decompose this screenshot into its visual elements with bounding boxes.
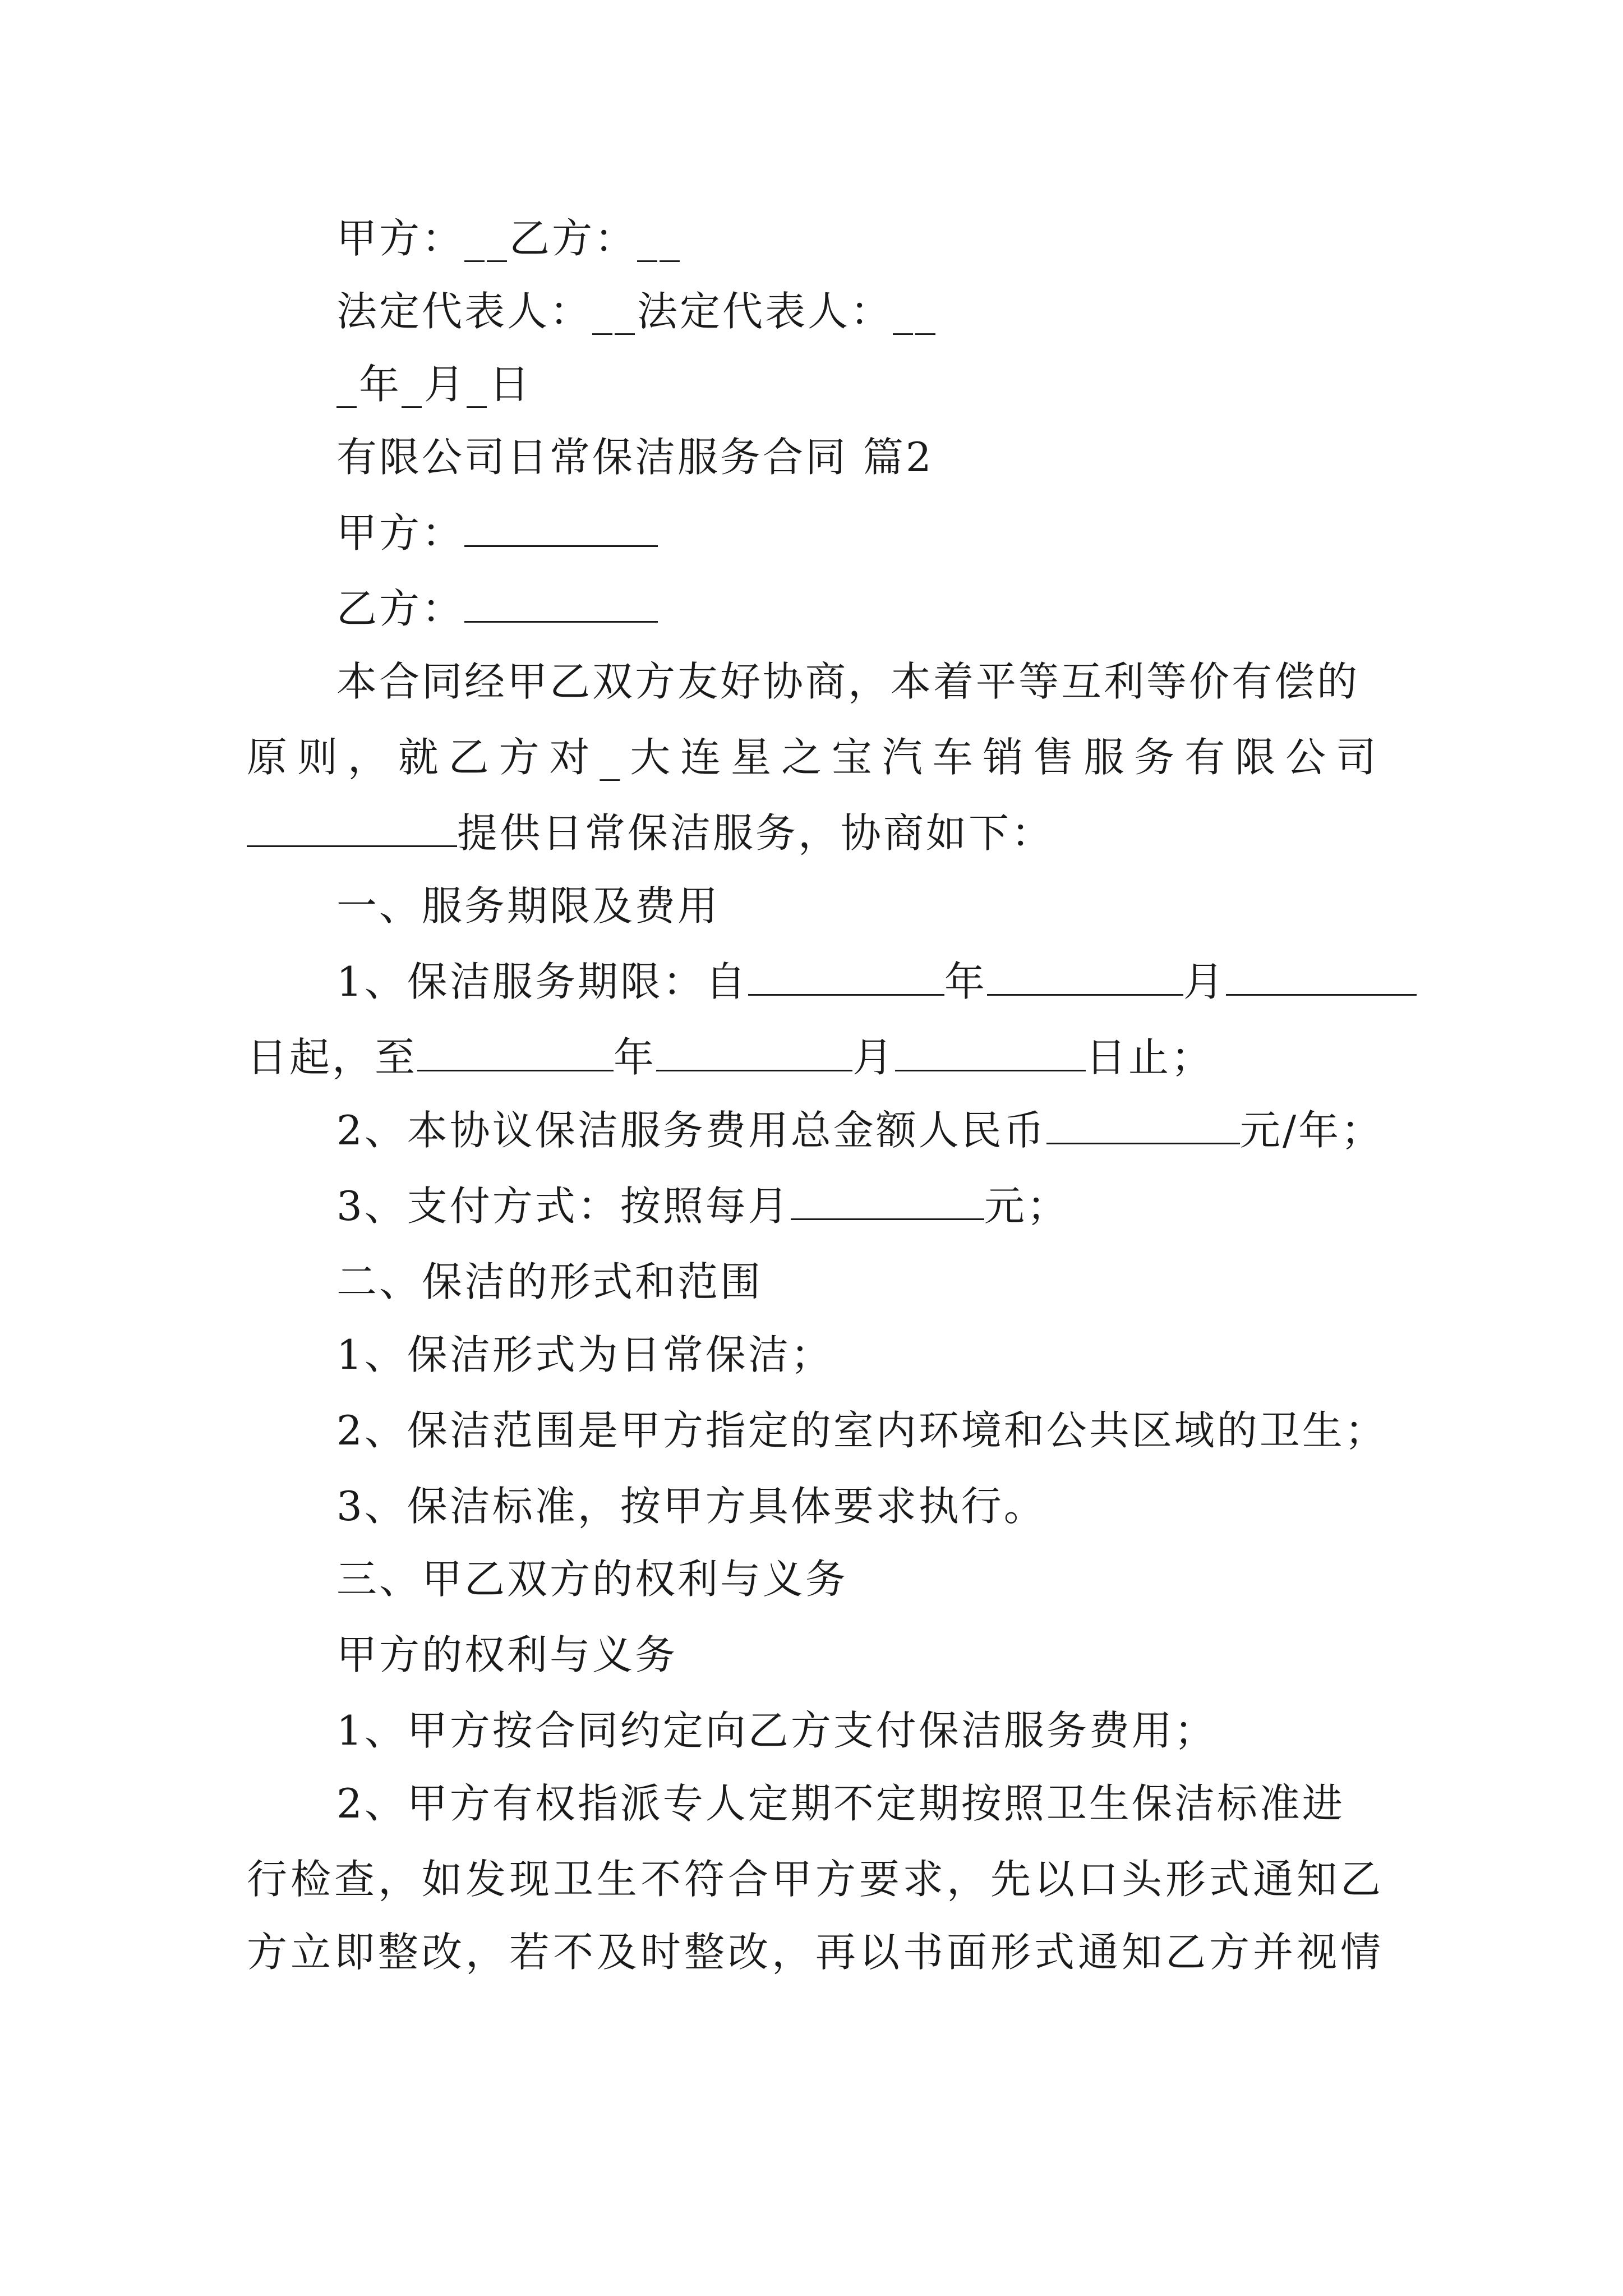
clause-line — [336, 1402, 1387, 1458]
paragraph-line — [247, 729, 1380, 785]
clause-line — [336, 1775, 1345, 1832]
text-line: 乙方： — [336, 585, 465, 632]
text-line: 月 — [1183, 958, 1226, 1005]
clause-line — [247, 1029, 1214, 1085]
clause-line — [247, 1851, 1385, 1907]
clause-line — [336, 1478, 1046, 1534]
text-line: 2、本协议保洁服务费用总金额人民币 — [336, 1107, 1046, 1154]
text-line: 1、保洁形式为日常保洁； — [336, 1331, 833, 1378]
text-line: _年_月_日 — [336, 361, 532, 408]
clause-line — [336, 1178, 1069, 1234]
blank-field — [791, 1184, 984, 1220]
clause-line — [336, 954, 1417, 1010]
text-line: 三、甲乙双方的权利与义务 — [336, 1556, 849, 1603]
blank-field — [247, 811, 457, 847]
text-line: 元； — [984, 1182, 1069, 1230]
text-line: 本合同经甲乙双方友好协商，本着平等互利等价有偿的 — [336, 658, 1360, 705]
blank-field — [464, 586, 658, 623]
text-line: 提供日常保洁服务，协商如下： — [457, 809, 1054, 857]
section-heading — [336, 1551, 848, 1607]
blank-field — [748, 959, 944, 996]
text-line: 3、支付方式：按照每月 — [336, 1182, 791, 1230]
text-line: 方立即整改，若不及时整改，再以书面形式通知乙方并视情 — [247, 1929, 1385, 1976]
paragraph-line — [247, 805, 1054, 861]
blank-field — [1046, 1108, 1240, 1144]
signature-parties-line — [336, 210, 682, 266]
text-line: 年 — [944, 958, 987, 1005]
blank-field — [1226, 959, 1417, 996]
date-line — [336, 356, 532, 412]
text-line: 法定代表人：__法定代表人：__ — [336, 288, 938, 335]
blank-field — [464, 510, 658, 547]
paragraph-line — [336, 654, 1359, 710]
text-line: 2、甲方有权指派专人定期不定期按照卫生保洁标准进 — [336, 1780, 1345, 1827]
subsection-heading — [336, 1627, 677, 1683]
text-line: 一、服务期限及费用 — [336, 882, 721, 930]
text-line: 元/年； — [1239, 1107, 1384, 1154]
text-line: 日起，至 — [247, 1034, 418, 1081]
blank-field — [656, 1035, 852, 1071]
text-line: 甲方： — [336, 509, 465, 556]
text-line: 2、保洁范围是甲方指定的室内环境和公共区域的卫生； — [336, 1407, 1387, 1454]
blank-field — [987, 959, 1183, 996]
text-line: 月 — [852, 1034, 896, 1081]
text-line: 日止； — [1086, 1034, 1214, 1081]
text-line: 3、保洁标准，按甲方具体要求执行。 — [336, 1483, 1046, 1530]
legal-representative-line — [336, 283, 938, 339]
text-line: 有限公司日常保洁服务合同 篇2 — [336, 434, 934, 481]
party-b-line — [336, 581, 658, 637]
text-line: 年 — [614, 1034, 657, 1081]
blank-field — [895, 1035, 1086, 1071]
text-line: 甲方的权利与义务 — [336, 1631, 678, 1678]
text-line: 1、甲方按合同约定向乙方支付保洁服务费用； — [336, 1707, 1217, 1754]
section-title — [336, 429, 934, 485]
clause-line — [336, 1102, 1384, 1158]
text-line: 甲方：__乙方：__ — [336, 215, 683, 262]
blank-field — [417, 1035, 614, 1071]
text-line: 原则，就乙方对_大连星之宝汽车销售服务有限公司 — [247, 734, 1380, 781]
clause-line — [336, 1703, 1217, 1759]
party-a-line — [336, 505, 658, 561]
section-heading — [336, 1254, 763, 1310]
text-line: 二、保洁的形式和范围 — [336, 1258, 763, 1305]
text-line: 行检查，如发现卫生不符合甲方要求，先以口头形式通知乙 — [247, 1856, 1385, 1903]
clause-line — [336, 1327, 833, 1383]
text-line: 1、保洁服务期限：自 — [336, 958, 748, 1005]
clause-line — [247, 1924, 1385, 1980]
section-heading — [336, 878, 720, 934]
